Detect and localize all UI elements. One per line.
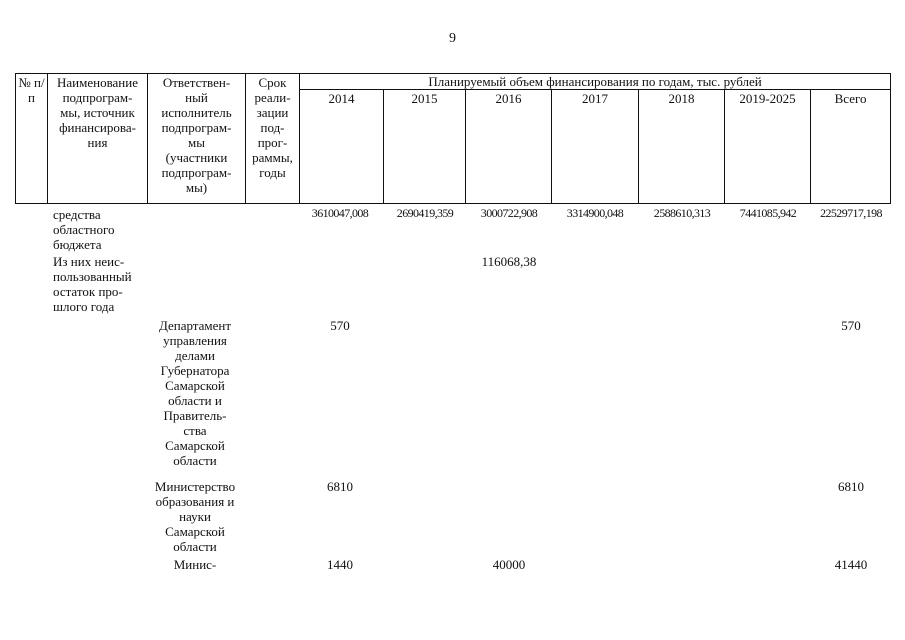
ministry-education-executor: Министерство образования и науки Самарской области <box>154 479 236 554</box>
dept-governor-total: 570 <box>841 318 861 333</box>
ministry-next-total: 41440 <box>834 557 868 572</box>
unused-remainder-2016: 116068,38 <box>481 254 537 269</box>
header-year-2017: 2017 <box>552 90 639 204</box>
unused-remainder-name: Из них неис- пользованный остаток про- шлого года <box>53 254 132 314</box>
header-num: № п/п <box>16 74 48 204</box>
header-name: Наименование подпрограм- мы, источник финансирова- ния <box>48 74 148 204</box>
regional-budget-2016: 3000722,908 <box>480 206 538 220</box>
header-year-2014: 2014 <box>300 90 384 204</box>
header-year-2016: 2016 <box>466 90 552 204</box>
ministry-next-executor: Минис- <box>173 557 217 572</box>
header-year-2019-2025: 2019-2025 <box>725 90 811 204</box>
dept-governor-2014: 570 <box>330 318 350 333</box>
header-year-2018: 2018 <box>639 90 725 204</box>
regional-budget-2015: 2690419,359 <box>396 206 454 220</box>
regional-budget-2014: 3610047,008 <box>311 206 369 220</box>
regional-budget-2017: 3314900,048 <box>566 206 624 220</box>
ministry-next-2016: 40000 <box>492 557 526 572</box>
regional-budget-2018: 2588610,313 <box>653 206 711 220</box>
dept-governor-executor: Департамент управления делами Губернатора Самарской области и Правитель- ства Самарской области <box>158 318 232 468</box>
header-term: Срок реали- зации под- прог- раммы, годы <box>246 74 300 204</box>
header-total: Всего <box>811 90 891 204</box>
page-number: 9 <box>449 31 456 46</box>
regional-budget-name: средства областного бюджета <box>53 207 115 252</box>
header-year-2015: 2015 <box>384 90 466 204</box>
ministry-next-2014: 1440 <box>327 557 353 572</box>
regional-budget-total: 22529717,198 <box>820 206 882 220</box>
ministry-education-2014: 6810 <box>327 479 353 494</box>
ministry-education-total: 6810 <box>838 479 864 494</box>
regional-budget-2019-2025: 7441085,942 <box>739 206 797 220</box>
financing-table <box>15 73 891 204</box>
header-executor: Ответствен- ный исполнитель подпрограм- мы (участники подпрограм- мы) <box>148 74 246 204</box>
header-plan: Планируемый объем финансирования по годам, тыс. рублей <box>300 74 891 90</box>
